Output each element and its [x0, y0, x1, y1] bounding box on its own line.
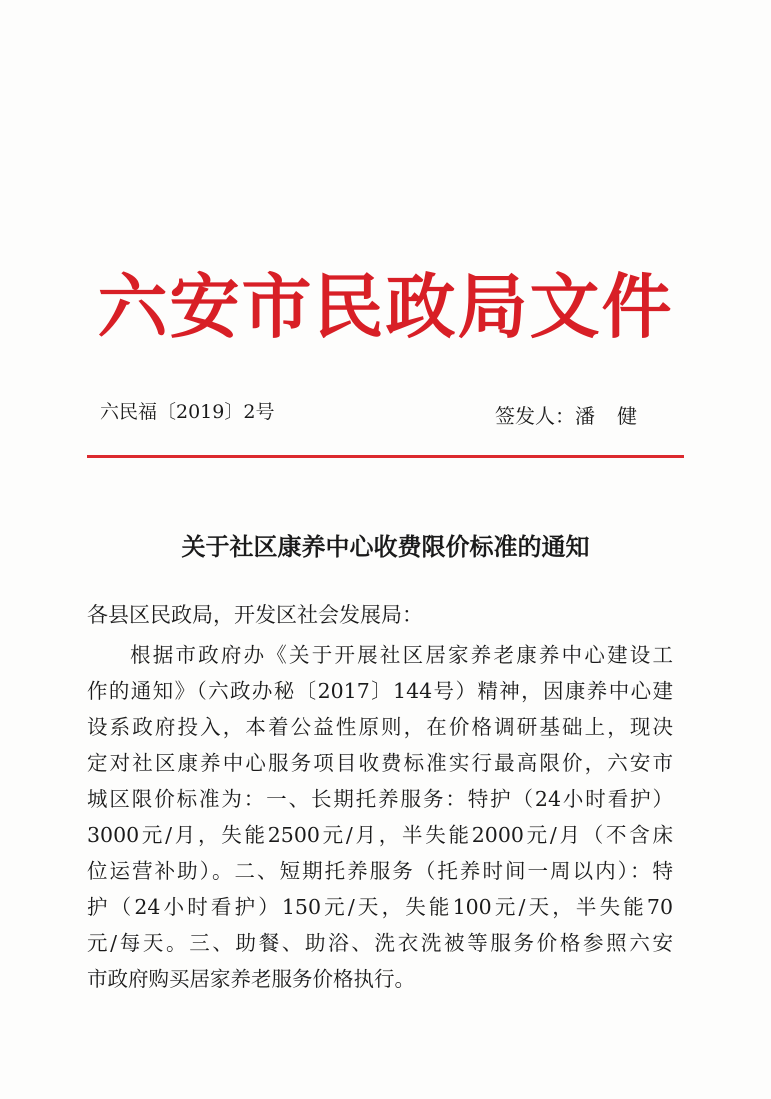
body-line-6: 3000元/月，失能2500元/月，半失能2000元/月（不含床 [87, 823, 673, 847]
body-line-4: 定对社区康养中心服务项目收费标准实行最高限价，六安市 [87, 751, 673, 775]
body-line-9: 元/每天。三、助餐、助浴、洗衣洗被等服务价格参照六安 [87, 931, 673, 955]
issuer-label: 签发人： [495, 404, 575, 428]
body-line-10: 市政府购买居家养老服务价格执行。 [87, 967, 415, 991]
issuer-signature [495, 402, 659, 430]
body-line-3: 设系政府投入，本着公益性原则，在价格调研基础上，现决 [87, 715, 673, 739]
salutation: 各县区民政局，开发区社会发展局： [87, 603, 423, 627]
issuer-name: 潘健 [575, 404, 659, 428]
body-line-2: 作的通知》（六政办秘〔2017〕144号）精神，因康养中心建 [87, 679, 673, 703]
body-line-5: 城区限价标准为：一、长期托养服务：特护（24小时看护） [87, 787, 673, 811]
notice-title: 关于社区康养中心收费限价标准的通知 [181, 533, 590, 561]
body-line-8: 护（24小时看护）150元/天，失能100元/天，半失能70 [87, 895, 673, 919]
document-number: 六民福〔2019〕2号 [100, 401, 275, 423]
red-divider-line [87, 455, 684, 458]
body-line-1: 根据市政府办《关于开展社区居家养老康养中心建设工 [130, 643, 673, 667]
body-line-7: 位运营补助）。二、短期托养服务（托养时间一周以内）：特 [87, 859, 673, 883]
masthead-title: 六安市民政局文件 [97, 266, 674, 348]
